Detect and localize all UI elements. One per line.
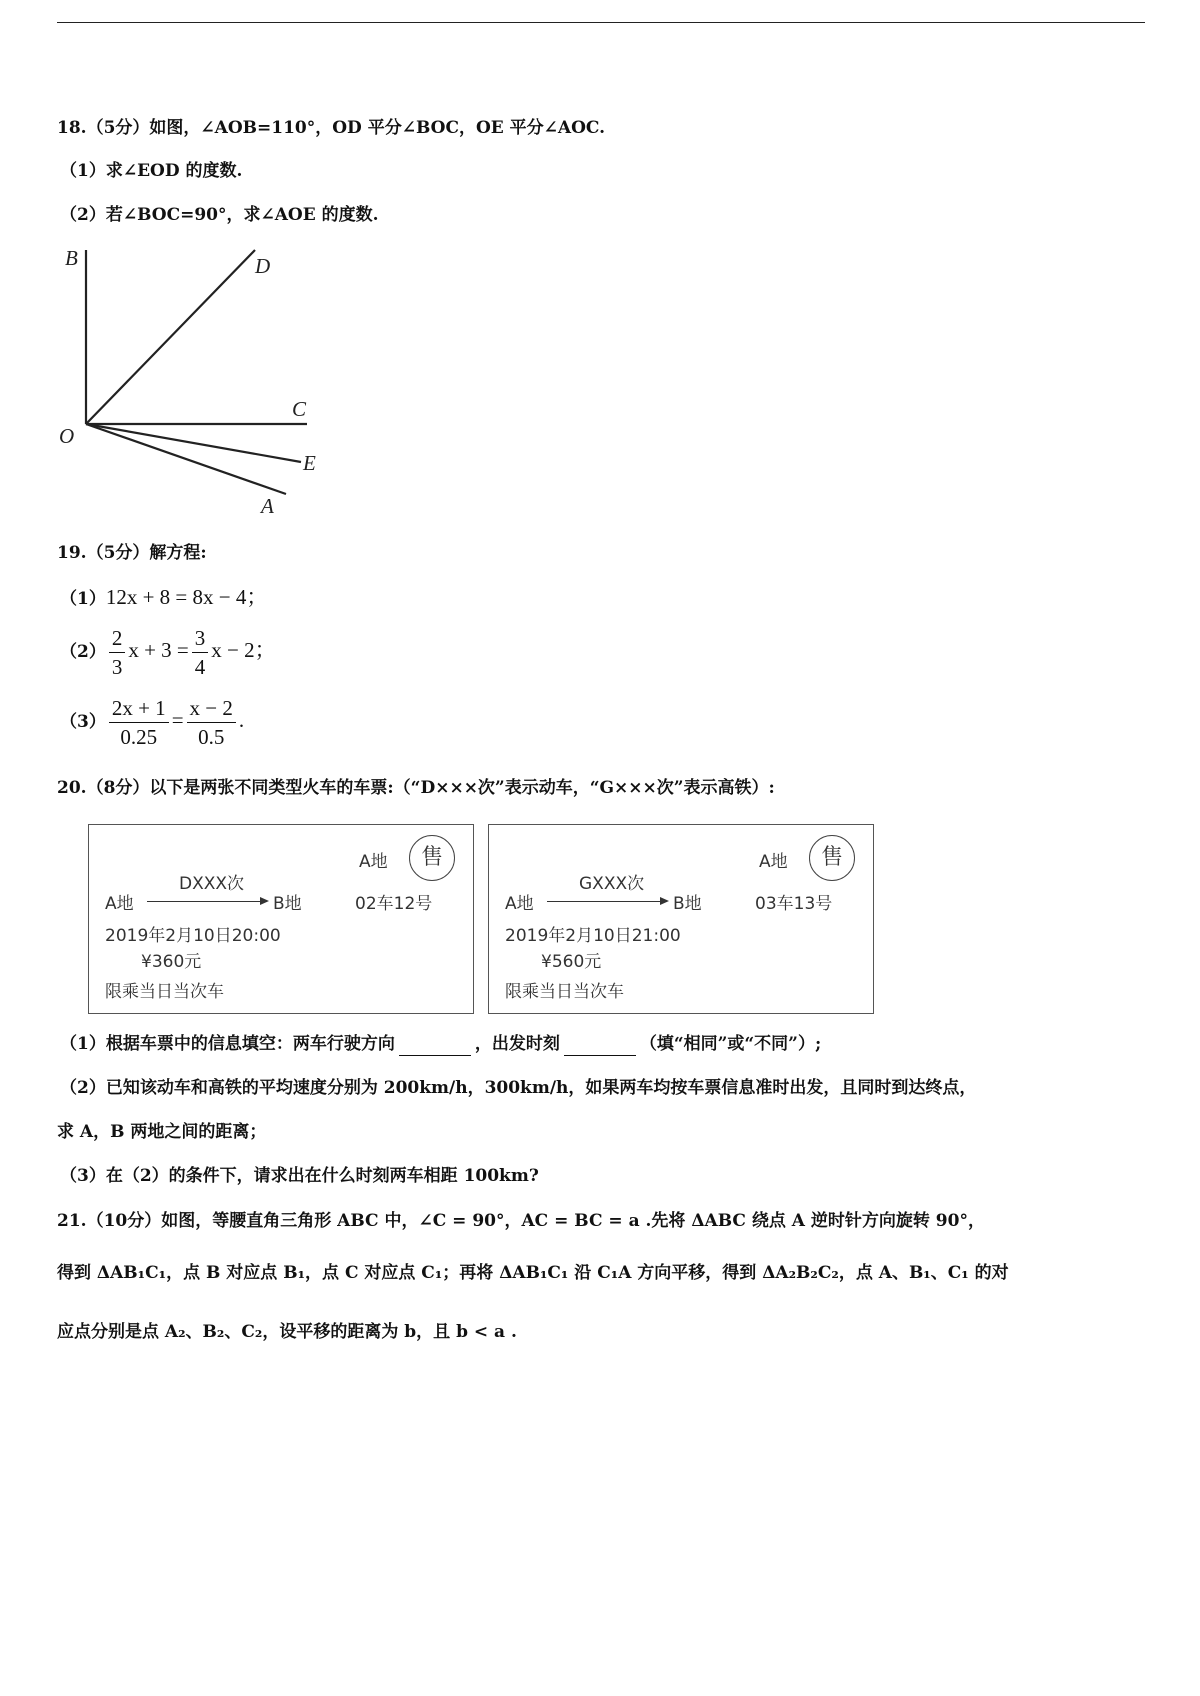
ticket1-arrow-icon bbox=[147, 901, 267, 902]
q19-eq1: 12x + 8 = 8x − 4； bbox=[105, 585, 268, 609]
ticket2-seat: 03车13号 bbox=[755, 894, 833, 914]
q21-line1: 21.（10分）如图，等腰直角三角形 ABC 中，∠C = 90°，AC = BC = a .先将 ΔABC 绕点 A 逆时针方向旋转 90°， bbox=[57, 1211, 985, 1231]
q19-eq2-mid: x + 3 = bbox=[128, 638, 189, 662]
ticket2-arrow-icon bbox=[547, 901, 667, 902]
q19-eq3-frac2: $\frac{x - 2}{0.5}$ bbox=[187, 694, 236, 751]
ticket2-station-top: A地 bbox=[759, 852, 788, 872]
label-O: O bbox=[59, 424, 75, 448]
q19-eq3-eq: = bbox=[171, 708, 184, 732]
ticket2-train-no: GXXX次 bbox=[579, 874, 645, 894]
ticket1-train-no: DXXX次 bbox=[179, 874, 245, 894]
label-E: E bbox=[303, 451, 316, 475]
q18-part1: （1）求∠EOD 的度数. bbox=[60, 161, 243, 181]
ticket1-datetime: 2019年2月10日20:00 bbox=[105, 926, 281, 946]
label-B: B bbox=[65, 246, 78, 270]
ray-OA bbox=[86, 424, 286, 494]
q19-eq3-frac1: $\frac{2x + 1}{0.25}$ bbox=[109, 694, 169, 751]
q20-part2-line1: （2）已知该动车和高铁的平均速度分别为 200km/h，300km/h，如果两车均按车票信息准时出发，且同时到达终点， bbox=[60, 1078, 977, 1098]
q20-part1-c: （填“相同”或“不同”）; bbox=[639, 1034, 822, 1054]
q19-eq3-tail: . bbox=[238, 708, 245, 732]
q20-part3: （3）在（2）的条件下，请求出在什么时刻两车相距 100km? bbox=[60, 1166, 539, 1186]
q20-part1-b: ，出发时刻 bbox=[474, 1034, 560, 1054]
q21-line2: 得到 ΔAB₁C₁，点 B 对应点 B₁，点 C 对应点 C₁；再将 ΔAB₁C₁ 沿 C₁A 方向平移，得到 ΔA₂B₂C₂，点 A、B₁、C₁ 的对 bbox=[57, 1263, 1009, 1283]
q19-part2 bbox=[60, 622, 276, 681]
label-C: C bbox=[292, 397, 307, 421]
ticket1-station-top: A地 bbox=[359, 852, 388, 872]
ticket2-from: A地 bbox=[505, 894, 534, 914]
q19-part3-label: （3） bbox=[60, 712, 106, 732]
label-D: D bbox=[255, 254, 271, 278]
q19-part1-label: （1） bbox=[60, 589, 106, 609]
ticket-gaotie bbox=[488, 824, 874, 1014]
q19-eq2-frac2: $\frac{3}{4}$ bbox=[192, 624, 209, 681]
q18-part2: （2）若∠BOC=90°，求∠AOE 的度数. bbox=[60, 205, 379, 225]
q19-heading: 19.（5分）解方程: bbox=[57, 543, 207, 563]
ticket1-from: A地 bbox=[105, 894, 134, 914]
q21-line3: 应点分别是点 A₂、B₂、C₂，设平移的距离为 b，且 b < a . bbox=[57, 1322, 517, 1342]
q18-heading: 18.（5分）如图，∠AOB=110°，OD 平分∠BOC，OE 平分∠AOC. bbox=[57, 118, 606, 138]
sold-stamp-icon: 售 bbox=[409, 835, 455, 881]
ticket2-price: ¥560元 bbox=[541, 952, 602, 972]
q20-part1 bbox=[60, 1032, 821, 1056]
q19-part2-label: （2） bbox=[60, 642, 106, 662]
ticket2-note: 限乘当日当次车 bbox=[505, 982, 624, 1002]
header-rule bbox=[57, 22, 1145, 23]
q20-heading: 20.（8分）以下是两张不同类型火车的车票:（“D×××次”表示动车，“G×××次”表示高铁）: bbox=[57, 778, 775, 798]
ticket2-datetime: 2019年2月10日21:00 bbox=[505, 926, 681, 946]
q19-eq2-frac1: $\frac{2}{3}$ bbox=[109, 624, 126, 681]
fill-blank-time[interactable] bbox=[564, 1037, 636, 1056]
fill-blank-direction[interactable] bbox=[399, 1037, 471, 1056]
ticket1-price: ¥360元 bbox=[141, 952, 202, 972]
sold-stamp-icon: 售 bbox=[809, 835, 855, 881]
q20-part1-a: （1）根据车票中的信息填空：两车行驶方向 bbox=[60, 1034, 395, 1054]
q19-part3 bbox=[60, 692, 244, 751]
ticket1-to: B地 bbox=[273, 894, 302, 914]
q19-part1 bbox=[60, 585, 267, 611]
ray-OE bbox=[86, 424, 301, 462]
q19-eq2-tail: x − 2； bbox=[211, 638, 276, 662]
q20-part2-line2: 求 A，B 两地之间的距离； bbox=[57, 1122, 267, 1142]
ticket-dongche bbox=[88, 824, 474, 1014]
label-A: A bbox=[261, 494, 274, 518]
ticket1-seat: 02车12号 bbox=[355, 894, 433, 914]
ticket2-to: B地 bbox=[673, 894, 702, 914]
ray-OD bbox=[86, 250, 255, 424]
q18-angle-figure bbox=[55, 240, 355, 530]
ticket1-note: 限乘当日当次车 bbox=[105, 982, 224, 1002]
